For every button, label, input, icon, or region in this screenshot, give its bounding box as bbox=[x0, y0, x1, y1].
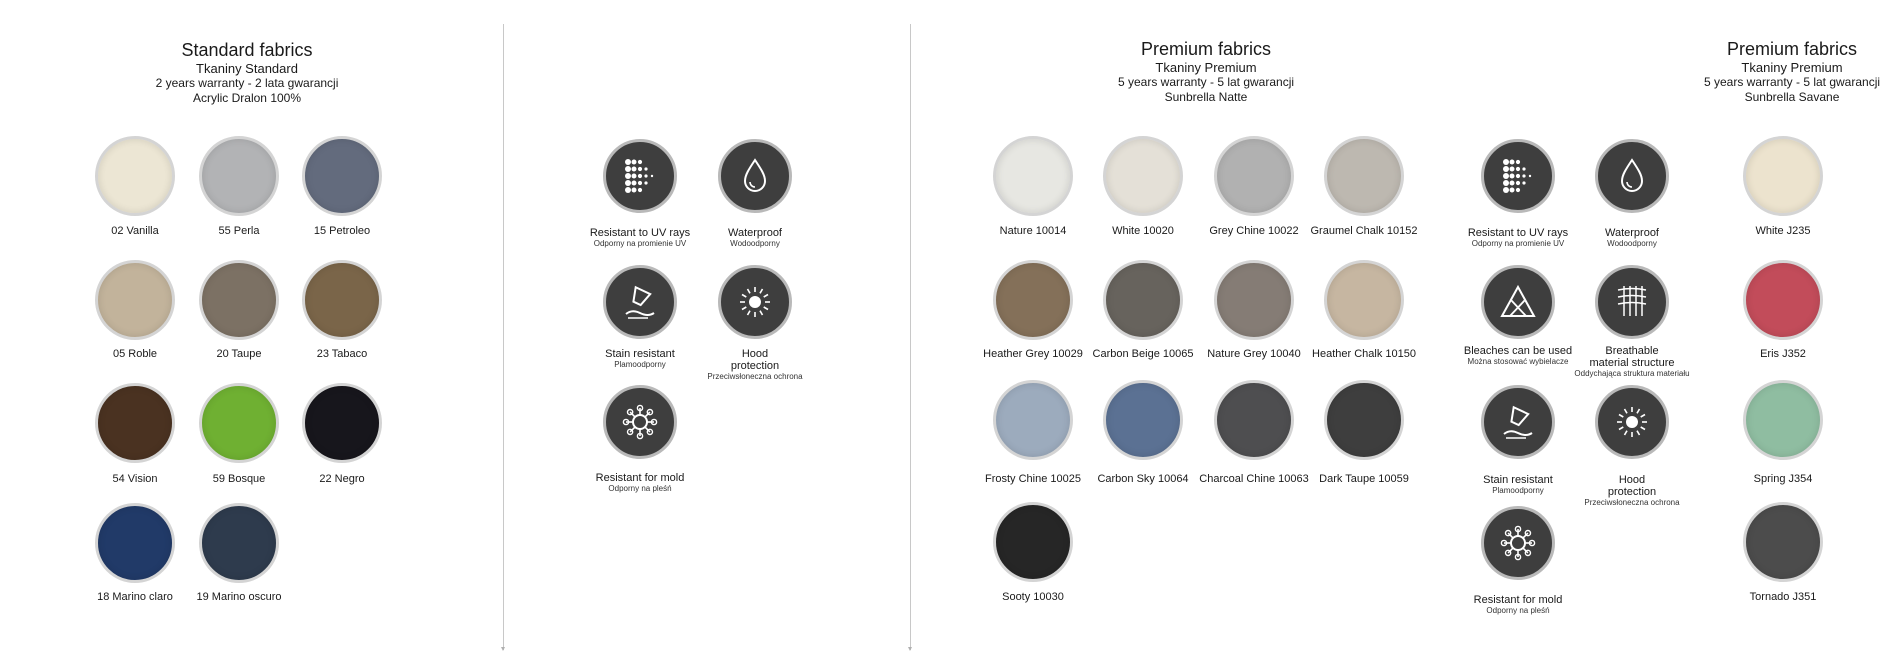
premium-savane-warranty: 5 years warranty - 5 lat gwarancji bbox=[1703, 75, 1881, 89]
sun-icon bbox=[718, 265, 792, 339]
premium-savane-material: Sunbrella Savane bbox=[1744, 90, 1840, 104]
feature-title: Stain resistant bbox=[605, 348, 675, 360]
mold-icon bbox=[603, 385, 677, 459]
premium-natte-swatch-label: Graumel Chalk 10152 bbox=[1310, 225, 1418, 237]
standard-swatch-label: 15 Petroleo bbox=[313, 225, 371, 237]
premium-savane-swatch bbox=[1743, 260, 1823, 340]
feature-subtitle: Przeciwsłoneczna ochrona bbox=[707, 372, 803, 381]
premium-natte-swatch bbox=[993, 136, 1073, 216]
feature-title: Hood bbox=[1618, 474, 1646, 486]
premium-natte-swatch-label: Carbon Beige 10065 bbox=[1092, 348, 1194, 360]
premium-feature-label bbox=[1574, 345, 1689, 379]
feature-title-line2: material structure bbox=[1589, 357, 1675, 369]
standard-material: Acrylic Dralon 100% bbox=[192, 91, 302, 105]
feature-title: Resistant for mold bbox=[595, 472, 685, 484]
premium-natte-warranty: 5 years warranty - 5 lat gwarancji bbox=[1117, 75, 1295, 89]
premium-natte-swatch bbox=[993, 502, 1073, 582]
standard-subtitle: Tkaniny Standard bbox=[196, 61, 298, 76]
premium-feature-label bbox=[1474, 594, 1563, 616]
standard-feature-label bbox=[605, 348, 675, 370]
stain-glass-icon bbox=[603, 265, 677, 339]
feature-subtitle: Plamoodporny bbox=[1492, 486, 1544, 495]
premium-natte-subtitle: Tkaniny Premium bbox=[1155, 60, 1257, 75]
premium-natte-swatch-label: Heather Chalk 10150 bbox=[1312, 348, 1416, 360]
feature-title: Resistant to UV rays bbox=[1467, 227, 1569, 239]
premium-savane-title: Premium fabrics bbox=[1726, 39, 1858, 59]
premium-savane-subtitle: Tkaniny Premium bbox=[1741, 60, 1843, 75]
feature-title-line2: protection bbox=[1607, 486, 1657, 498]
standard-swatch-label: 02 Vanilla bbox=[111, 225, 159, 237]
premium-natte-swatch-label: Charcoal Chine 10063 bbox=[1199, 473, 1309, 485]
mold-icon bbox=[1481, 506, 1555, 580]
standard-feature-label bbox=[596, 472, 685, 494]
standard-title: Standard fabrics bbox=[181, 40, 313, 60]
premium-savane-heading bbox=[1704, 39, 1880, 105]
premium-natte-swatch-label: Dark Taupe 10059 bbox=[1319, 473, 1409, 485]
divider-left bbox=[503, 24, 504, 650]
feature-subtitle: Odporny na promienie UV bbox=[1471, 239, 1565, 248]
premium-natte-swatch-label: Grey Chine 10022 bbox=[1209, 225, 1299, 237]
premium-natte-material: Sunbrella Natte bbox=[1164, 90, 1248, 104]
feature-subtitle: Oddychająca struktura materiału bbox=[1574, 369, 1690, 378]
standard-heading bbox=[156, 40, 339, 106]
standard-swatch-label: 05 Roble bbox=[112, 348, 158, 360]
premium-savane-swatch bbox=[1743, 380, 1823, 460]
premium-natte-swatch bbox=[1103, 380, 1183, 460]
premium-savane-swatch bbox=[1743, 502, 1823, 582]
feature-subtitle: Odporny na pleśń bbox=[1486, 606, 1550, 615]
standard-warranty: 2 years warranty - 2 lata gwarancji bbox=[155, 76, 339, 90]
water-drop-icon bbox=[718, 139, 792, 213]
premium-natte-swatch bbox=[1324, 260, 1404, 340]
feature-subtitle: Plamoodporny bbox=[614, 360, 666, 369]
feature-title: Hood bbox=[741, 348, 769, 360]
standard-swatch bbox=[199, 260, 279, 340]
standard-swatch bbox=[95, 260, 175, 340]
standard-swatch-label: 23 Tabaco bbox=[316, 348, 368, 360]
feature-title: Stain resistant bbox=[1483, 474, 1553, 486]
feature-title: Waterproof bbox=[727, 227, 783, 239]
premium-feature-label bbox=[1483, 474, 1553, 496]
premium-natte-swatch-label: Heather Grey 10029 bbox=[983, 348, 1083, 360]
standard-feature-label bbox=[728, 227, 782, 249]
premium-feature-label bbox=[1605, 227, 1659, 249]
bleach-triangle-icon bbox=[1481, 265, 1555, 339]
standard-swatch bbox=[199, 136, 279, 216]
feature-title: Bleaches can be used bbox=[1463, 345, 1573, 357]
standard-swatch-label: 20 Taupe bbox=[216, 348, 262, 360]
premium-natte-swatch bbox=[1214, 260, 1294, 340]
premium-savane-swatch-label: Tornado J351 bbox=[1749, 591, 1817, 603]
uv-dots-icon bbox=[1481, 139, 1555, 213]
premium-natte-swatch bbox=[1103, 260, 1183, 340]
divider-right bbox=[910, 24, 911, 650]
feature-title: Breathable bbox=[1605, 345, 1659, 357]
feature-title: Resistant for mold bbox=[1473, 594, 1563, 606]
standard-feature-label bbox=[707, 348, 802, 382]
premium-savane-swatch-label: White J235 bbox=[1755, 225, 1811, 237]
premium-natte-swatch bbox=[993, 380, 1073, 460]
standard-swatch bbox=[199, 503, 279, 583]
premium-natte-swatch bbox=[1103, 136, 1183, 216]
feature-subtitle: Wodoodporny bbox=[730, 239, 780, 248]
standard-swatch bbox=[95, 383, 175, 463]
sun-icon bbox=[1595, 385, 1669, 459]
standard-swatch bbox=[302, 260, 382, 340]
premium-natte-swatch bbox=[1324, 380, 1404, 460]
breathable-icon bbox=[1595, 265, 1669, 339]
standard-swatch-label: 18 Marino claro bbox=[97, 591, 173, 603]
premium-natte-swatch bbox=[993, 260, 1073, 340]
standard-swatch-label: 59 Bosque bbox=[212, 473, 266, 485]
premium-natte-swatch-label: Sooty 10030 bbox=[1002, 591, 1064, 603]
premium-natte-swatch-label: Carbon Sky 10064 bbox=[1097, 473, 1189, 485]
standard-swatch-label: 54 Vision bbox=[112, 473, 158, 485]
feature-title: Resistant to UV rays bbox=[589, 227, 691, 239]
standard-swatch bbox=[302, 136, 382, 216]
uv-dots-icon bbox=[603, 139, 677, 213]
premium-natte-swatch-label: White 10020 bbox=[1112, 225, 1174, 237]
premium-feature-label bbox=[1468, 227, 1568, 249]
premium-natte-swatch-label: Frosty Chine 10025 bbox=[985, 473, 1081, 485]
feature-title-line2: protection bbox=[730, 360, 780, 372]
premium-natte-swatch bbox=[1214, 380, 1294, 460]
stain-glass-icon bbox=[1481, 385, 1555, 459]
standard-swatch bbox=[302, 383, 382, 463]
standard-swatch-label: 22 Negro bbox=[319, 473, 365, 485]
standard-swatch bbox=[199, 383, 279, 463]
standard-swatch bbox=[95, 136, 175, 216]
standard-feature-label bbox=[590, 227, 690, 249]
premium-savane-swatch-label: Spring J354 bbox=[1753, 473, 1813, 485]
standard-swatch-label: 19 Marino oscuro bbox=[196, 591, 282, 603]
premium-natte-title: Premium fabrics bbox=[1140, 39, 1272, 59]
premium-natte-swatch bbox=[1214, 136, 1294, 216]
premium-natte-swatch bbox=[1324, 136, 1404, 216]
feature-subtitle: Można stosować wybielacze bbox=[1467, 357, 1569, 366]
feature-subtitle: Wodoodporny bbox=[1607, 239, 1657, 248]
premium-savane-swatch bbox=[1743, 136, 1823, 216]
premium-feature-label bbox=[1584, 474, 1679, 508]
feature-subtitle: Odporny na pleśń bbox=[608, 484, 672, 493]
water-drop-icon bbox=[1595, 139, 1669, 213]
standard-swatch-label: 55 Perla bbox=[218, 225, 260, 237]
feature-subtitle: Przeciwsłoneczna ochrona bbox=[1584, 498, 1680, 507]
standard-swatch bbox=[95, 503, 175, 583]
premium-feature-label bbox=[1464, 345, 1572, 367]
premium-savane-swatch-label: Eris J352 bbox=[1760, 348, 1806, 360]
premium-natte-swatch-label: Nature 10014 bbox=[999, 225, 1067, 237]
feature-title: Waterproof bbox=[1604, 227, 1660, 239]
feature-subtitle: Odporny na promienie UV bbox=[593, 239, 687, 248]
premium-natte-heading bbox=[1118, 39, 1294, 105]
premium-natte-swatch-label: Nature Grey 10040 bbox=[1207, 348, 1301, 360]
